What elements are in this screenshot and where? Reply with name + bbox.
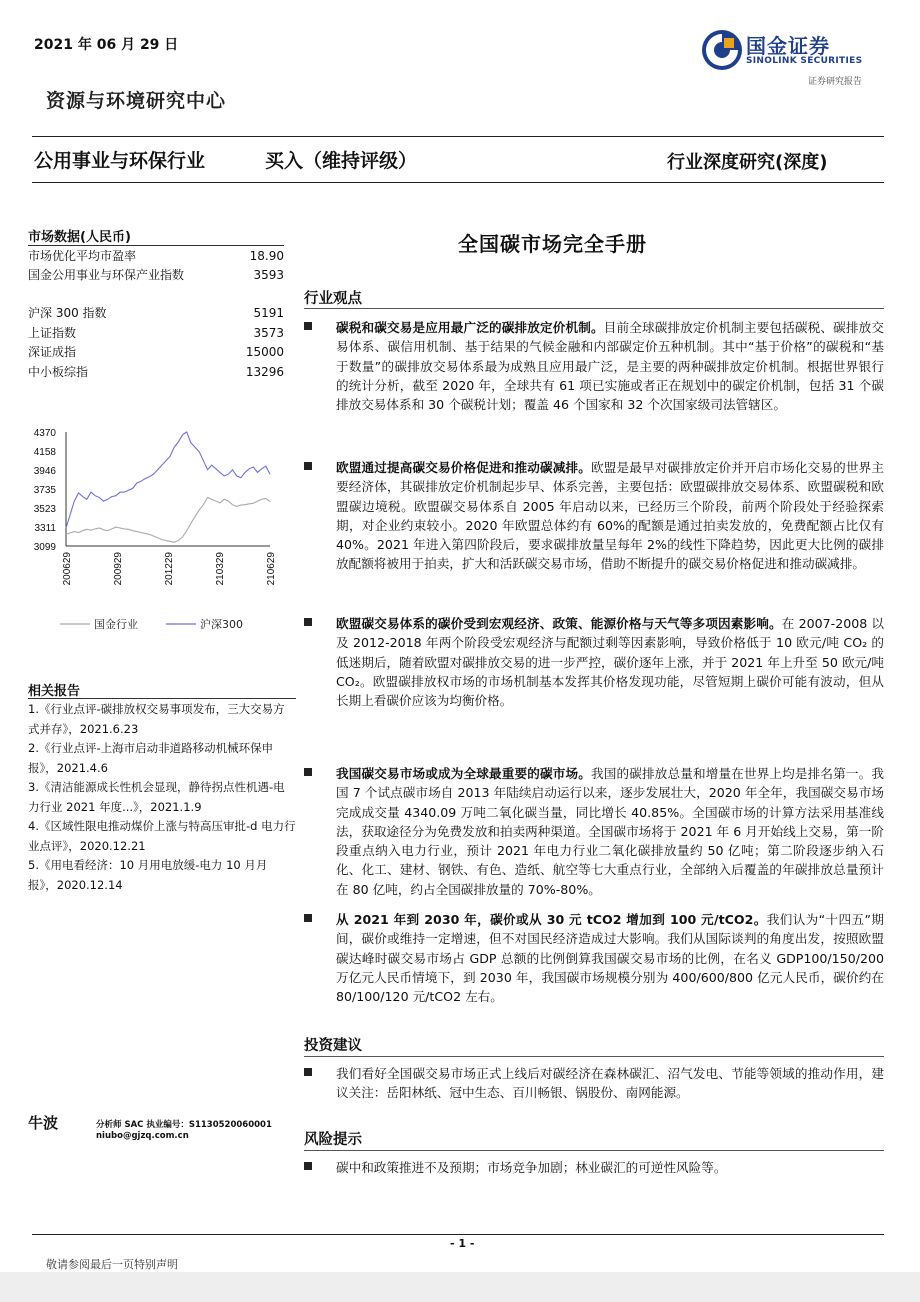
bullet-text: 碳中和政策推进不及预期；市场竞争加剧；林业碳汇的可逆性风险等。: [336, 1160, 727, 1175]
y-tick-label: 3099: [33, 542, 56, 553]
bullet-text: 欧盟通过提高碳交易价格促进和推动碳减排。欧盟是最早对碳排放定价并开启市场化交易的世界主要经济体，其碳排放定价机制起步早、体系完善，主要包括：欧盟碳排放交易体系、欧盟碳税和欧盟碳边境税。欧盟碳交易体系自 2005 年启动以来，已经历三个阶段，前两个阶段处于经验探索期，对企业约束较小。2020 年欧盟总体约有 60%的配额是通过拍卖发放的，免费配额占比仅有 40%。2021 年进入第四阶段后，要求碳排放量呈每年 2%的线性下降趋势，因此更大比例的碳排放配额将被用于拍卖，扩大和活跃碳交易市场，借助不断提升的碳交易价格促进和推动碳减排。: [336, 460, 885, 572]
x-tick-label: 210329: [215, 552, 226, 586]
bullet-text: 我国碳交易市场或成为全球最重要的碳市场。我国的碳排放总量和增量在世界上均是排名第一。我国 7 个试点碳市场自 2013 年陆续启动运行以来，逐步发展壮大，2020 年全年，我国碳交易市场完成成交量 4340.09 万吨二氧化碳当量，同比增长 40.85%。全国碳市场的计算方法采用基准线法，获取途径分为免费发放和拍卖两种渠道。全国碳市场将于 2021 年 6 月开始线上交易，第一阶段重点纳入电力行业，预计 2021 年电力行业二氧化碳排放量约 50 亿吨；第二阶段逐步纳入石化、化工、建材、钢铁、有色、造纸、航空等七大重点行业，全部纳入后覆盖的年碳排放总量预计在 80 亿吨，约占全国碳排放量的 70%-80%。: [336, 766, 885, 897]
series-line-hs300: [66, 432, 270, 528]
divider: [28, 698, 296, 699]
x-tick-label: 200629: [62, 552, 73, 586]
legend-label: 国金行业: [94, 618, 138, 631]
divider: [304, 1056, 884, 1057]
market-value: 3593: [253, 268, 284, 282]
report-date: 2021 年 06 月 29 日: [34, 37, 179, 53]
bullet-square-icon: [304, 462, 312, 470]
y-tick-label: 3311: [34, 522, 56, 534]
bullet-square-icon: [304, 618, 312, 626]
bullet-text: 从 2021 年到 2030 年，碳价或从 30 元 tCO2 增加到 100 元/tCO2。我们认为“十四五”期间，碳价或维持一定增速，但不对国民经济造成过大影响。我们从国际谈判的角度出发，按照欧盟碳达峰时碳交易市场占 GDP 总额的比例倒算我国碳交易市场的比例，在名义 GDP100/150/200 万亿元人民币情境下，到 2030 年，我国碳市场规模分别为 400/600/800 亿元人民币，碳价约在 80/100/120 元/tCO2 左右。: [336, 912, 884, 1005]
market-row: [28, 324, 284, 343]
disclaimer-note: 敬请参阅最后一页特别声明: [46, 1258, 178, 1271]
bullet-square-icon: [304, 1068, 312, 1076]
market-data-title: 市场数据(人民币): [28, 230, 131, 245]
market-label: 上证指数: [28, 326, 77, 340]
analyst-sac: 分析师 SAC 执业编号：S1130520060001: [96, 1120, 272, 1130]
x-tick-label: 200929: [113, 552, 124, 586]
price-chart: [20, 420, 290, 640]
related-report-item[interactable]: 5.《用电看经济：10 月用电放缓-电力 10 月月报》，2020.12.14: [28, 858, 268, 892]
y-tick-label: 4370: [33, 428, 56, 439]
divider: [32, 182, 884, 183]
market-row: [28, 343, 284, 362]
logo-icon: [700, 28, 744, 72]
bullet-text: 碳税和碳交易是应用最广泛的碳排放定价机制。目前全球碳排放定价机制主要包括碳税、碳排放交易体系、碳信用机制、基于结果的气候金融和内部碳定价五种机制。其中“基于价格”的碳税和“基于数量”的碳排放交易体系最为成熟且应用最广泛，是主要的两种碳排放定价机制。根据世界银行的统计分析，截至 2020 年，全球共有 61 项已实施或者正在规划中的碳定价机制，包括 31 个碳排放交易体系和 30 个碳税计划；覆盖 46 个国家和 32 个次国家级司法管辖区。: [336, 320, 885, 413]
company-logo: [700, 26, 875, 76]
market-value: 3573: [253, 326, 284, 340]
sector-title: 公用事业与环保行业: [34, 150, 206, 172]
footer-band: [0, 1272, 920, 1302]
research-center: 资源与环境研究中心: [46, 90, 227, 112]
series-line-industry: [66, 498, 270, 543]
bullet-square-icon: [304, 914, 312, 922]
logo-text-cn: 国金证券: [746, 34, 830, 58]
market-row: [28, 247, 284, 266]
x-tick-label: 201229: [164, 552, 175, 586]
related-report-item[interactable]: 2.《行业点评-上海市启动非道路移动机械环保申报》，2021.4.6: [28, 741, 274, 775]
bullet-text: 我们看好全国碳交易市场正式上线后对碳经济在森林碳汇、沼气发电、节能等领域的推动作用，建议关注：岳阳林纸、冠中生态、百川畅银、锅股份、南网能源。: [336, 1066, 884, 1101]
y-tick-label: 3946: [33, 466, 56, 478]
market-label: 中小板综指: [28, 365, 89, 379]
analyst-email[interactable]: niubo@gjzq.com.cn: [96, 1131, 189, 1141]
bullet-square-icon: [304, 322, 312, 330]
report-title: 全国碳市场完全手册: [458, 232, 647, 256]
bullet-square-icon: [304, 1162, 312, 1170]
divider: [304, 1150, 884, 1151]
bullet-text: 欧盟碳交易体系的碳价受到宏观经济、政策、能源价格与天气等多项因素影响。在 2007-2008 以及 2012-2018 年两个阶段受宏观经济与配额过剩等因素影响，导致价格低于 10 欧元/吨 CO₂ 的低迷期后，随着欧盟对碳排放交易的进一步严控，碳价逐年上涨，并于 2021 年上升至 50 欧元/吨 CO₂。欧盟碳排放权市场的市场机制基本发挥其价格发现功能，尽管短期上碳价可能有波动，但从长期上看碳价应该为均衡价格。: [336, 616, 884, 709]
analyst-name: 牛波: [28, 1114, 59, 1132]
divider: [32, 136, 884, 137]
related-reports-title: 相关报告: [28, 684, 81, 699]
section-heading: 投资建议: [304, 1038, 362, 1054]
divider: [32, 1234, 884, 1235]
market-value: 15000: [245, 345, 284, 359]
legend-label: 沪深300: [200, 618, 243, 631]
page-number: - 1 -: [450, 1237, 475, 1250]
market-row: [28, 304, 284, 323]
divider: [28, 245, 284, 246]
logo-text-en: SINOLINK SECURITIES: [746, 56, 863, 66]
section-heading: 行业观点: [304, 291, 362, 307]
market-row: [28, 266, 284, 304]
market-label: 沪深 300 指数: [28, 306, 107, 320]
y-tick-label: 3735: [33, 484, 56, 496]
section-heading: 风险提示: [304, 1132, 362, 1148]
y-tick-label: 4158: [33, 447, 56, 459]
y-tick-label: 3523: [33, 503, 56, 515]
related-report-item[interactable]: 3.《清洁能源成长性机会显现，静待拐点性机遇-电力行业 2021 年度...》，2021.1.9: [28, 780, 285, 814]
market-label: 国金公用事业与环保产业指数: [28, 268, 185, 282]
rating: 买入（维持评级）: [265, 150, 418, 172]
market-row: [28, 363, 284, 382]
market-label: 市场优化平均市盈率: [28, 249, 137, 263]
market-value: 13296: [245, 365, 284, 379]
market-value: 5191: [253, 306, 284, 320]
market-label: 深证成指: [28, 345, 77, 359]
report-category: 证券研究报告: [808, 77, 863, 87]
x-tick-label: 210629: [266, 552, 277, 586]
divider: [304, 308, 884, 309]
market-value: 18.90: [249, 249, 284, 263]
related-report-item[interactable]: 1.《行业点评-碳排放权交易事项发布，三大交易方式并存》，2021.6.23: [28, 702, 285, 736]
related-report-item[interactable]: 4.《区域性限电推动煤价上涨与特高压审批-d 电力行业点评》，2020.12.21: [28, 819, 296, 853]
report-type: 行业深度研究(深度): [667, 152, 828, 173]
bullet-square-icon: [304, 768, 312, 776]
